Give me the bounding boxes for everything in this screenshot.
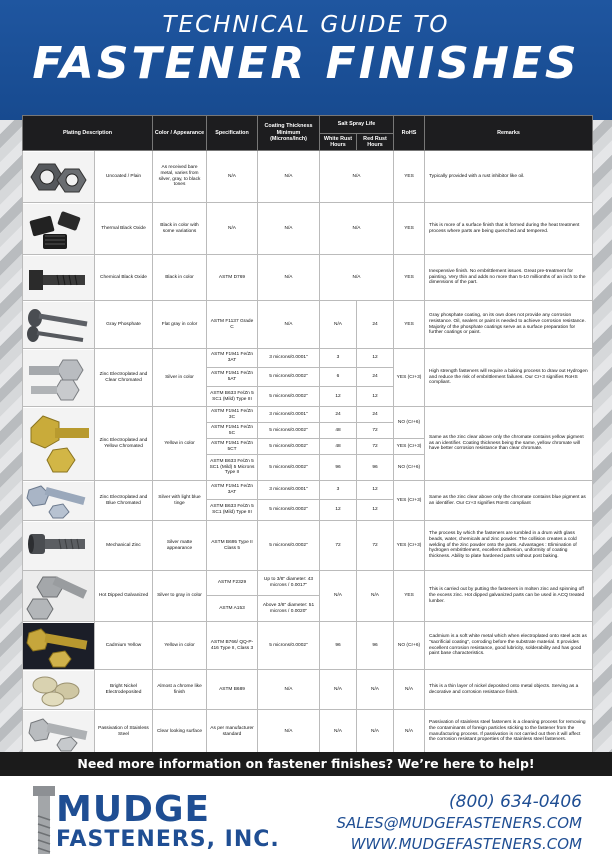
red-rust: 24 [357,407,394,423]
website-link[interactable]: WWW.MUDGEFASTENERS.COM [350,835,582,853]
specification: ASTM F1137 Grade C [207,301,258,349]
white-rust: 12 [320,387,357,407]
col-red-rust: Red Rust Hours [357,134,394,151]
remarks: Inexpensive finish. No embrittlement issues. Great pre-treatment for painting. Very thin and adds no more than 5-10 millionths of an inch to the dimensions of the part. [425,255,593,301]
rohs: YES (Cr+3) [394,481,425,521]
specification: ASTM D769 [207,255,258,301]
coating-thickness: 3 microns/0.0001" [258,349,320,368]
white-rust: 3 [320,481,357,500]
coating-thickness: N/A [258,203,320,255]
remarks: Same as the zinc clear above only the chromate contains yellow pigment as an identifier. Coating thickness being the same, yellow chromate will have better corrosion resistance than clear chromate. [425,407,593,481]
finish-photo [23,255,95,301]
salt-spray: N/A [320,255,394,301]
white-rust: 48 [320,439,357,455]
specification: ASTM F1941 Fe/Zn 5AT [207,368,258,387]
table-row [23,670,593,710]
table-row [23,301,593,349]
plating-name: Uncoated / Plain [95,151,153,203]
finish-photo [23,521,95,571]
specification: ASTM F1941 Fe/Zn 5CT [207,439,258,455]
specification: ASTM B633 Fe/Zn 5 SC1 (Mild) Type III [207,500,258,521]
rohs: YES [394,151,425,203]
galvanized-bolt-image [23,571,94,621]
coating-thickness: 5 microns/0.0002" [258,622,320,670]
header [0,0,612,120]
plating-name: Gray Phosphate [95,301,153,349]
remarks: The process by which the fasteners are tumbled in a drum with glass beads, water, chemicals and zinc powder. The collision creates a cold welding of the zinc powder onto the parts. Advantages : Elimination of hydrogen embrittlement, excellent adhesion, uniformity of coating thickness. Ability to plate hardened parts without post baking. [425,521,593,571]
finish-photo [23,622,95,670]
gray-screw-image [23,302,94,348]
background-bolts-left [0,120,22,752]
title-line2: FASTENER FINISHES [32,38,580,89]
table-row [23,203,593,255]
white-rust: 72 [320,521,357,571]
col-color: Color / Appearance [153,116,207,151]
rohs: NO (Cr+6) [394,407,425,439]
rohs: YES [394,255,425,301]
specification: ASTM B689 [207,670,258,710]
table-row [23,481,593,500]
specification: ASTM F2329 [207,571,258,596]
specification: As per manufacturer standard [207,710,258,754]
col-rohs: RoHS [394,116,425,151]
red-rust: 96 [357,455,394,481]
finish-photo [23,710,95,754]
table-row [23,407,593,423]
specification: N/A [207,203,258,255]
red-rust: 12 [357,481,394,500]
finish-photo [23,203,95,255]
col-thickness: Coating Thickness Minimum (Microns/Inch) [258,116,320,151]
rohs: N/A [394,710,425,754]
appearance: Silver in color [153,349,207,407]
remarks: Gray phosphate coating, on its own does not provide any corrosion resistance. Oil, sealers or paint is needed to achieve corrosion resistance. Majority of the phosphate coatings serve as a surface preparation for further coatings or paint. [425,301,593,349]
remarks: Passivation of stainless steel fasteners is a cleaning process for removing the contaminants of foreign particles sticking to the fastener from the manufacturing process. If passivation is not carried out then it will affect the corrosion resistant properties of the stainless steel fasteners. [425,710,593,754]
rohs: YES [394,203,425,255]
hex-nut-image [23,152,94,202]
col-white-rust: White Rust Hours [320,134,357,151]
white-rust: 6 [320,368,357,387]
plating-name: Zinc Electroplated and Clear Chromated [95,349,153,407]
title-line1: TECHNICAL GUIDE TO [162,12,450,38]
red-rust: 72 [357,521,394,571]
coating-thickness: 5 microns/0.0002" [258,423,320,439]
appearance: Silver with light blue tinge [153,481,207,521]
nickel-cap-nut-image [23,671,94,709]
red-rust: 72 [357,439,394,455]
appearance: Black in color [153,255,207,301]
finish-photo [23,301,95,349]
finish-photo [23,151,95,203]
company-logo-name: MUDGE [56,789,211,830]
salt-spray: N/A [320,151,394,203]
remarks: Same as the zinc clear above only the chromate contains blue pigment as an identifier. Our Cr+3 signifies RoHS compliant [425,481,593,521]
specification: ASTM F1941 Fe/Zn 3AT [207,481,258,500]
col-salt-spray: Salt Spray Life [320,116,394,134]
finish-photo [23,349,95,407]
cadmium-bolt-image [23,623,94,669]
coating-thickness: N/A [258,670,320,710]
rohs: N/A [394,670,425,710]
email-link[interactable]: SALES@MUDGEFASTENERS.COM [336,814,582,832]
finish-photo [23,670,95,710]
appearance: Clear looking surface [153,710,207,754]
specification: ASTM F1941 Fe/Zn 3AT [207,349,258,368]
white-rust: N/A [320,710,357,754]
coating-thickness: N/A [258,301,320,349]
finish-photo [23,571,95,622]
help-banner: Need more information on fastener finishes? We’re here to help! [0,752,612,776]
col-spec: Specification [207,116,258,151]
specification: ASTM B766/ QQ-P-416 Type II, Class 3 [207,622,258,670]
black-bolt-image [23,256,94,300]
finish-photo [23,407,95,481]
red-rust: 12 [357,500,394,521]
white-rust: 96 [320,622,357,670]
footer [0,776,612,864]
appearance: Yellow in color [153,407,207,481]
rohs: YES [394,301,425,349]
socket-cap-screw-image [23,522,94,570]
zinc-clear-bolt-image [23,350,94,406]
white-rust: N/A [320,571,357,622]
white-rust: 24 [320,407,357,423]
white-rust: 3 [320,349,357,368]
specification: ASTM F1941 Fe/Zn 5C [207,423,258,439]
plating-name: Bright Nickel Electrodeposited [95,670,153,710]
white-rust: N/A [320,301,357,349]
plating-name: Hot Dipped Galvanized [95,571,153,622]
bolt-logo-icon [33,786,55,856]
specification: ASTM B633 Fe/Zn 5 SC1 (Mild) 5 Microns Type II [207,455,258,481]
finish-photo [23,481,95,521]
remarks: This is a thin layer of nickel deposited onto metal objects. Serving as a decorative and corrosion resistance finish. [425,670,593,710]
stainless-bolt-image [23,711,94,753]
finishes-table-container [22,115,592,752]
appearance: Silver to gray in color [153,571,207,622]
appearance: As received bare metal, varies from silver, gray, to black tones [153,151,207,203]
remarks: High strength fasteners will require a baking process to draw out Hydrogen and reduce the risk of embrittlement failures. Our Cr+3 signifies RoHS compliant. [425,349,593,407]
plating-name: Passivation of Stainless Steel [95,710,153,754]
remarks: This is more of a surface finish that is formed during the heat treatment process where parts are being quenched and tempered. [425,203,593,255]
coating-thickness: N/A [258,255,320,301]
appearance: Flat gray in color [153,301,207,349]
table-row [23,710,593,754]
coating-thickness: Above 3/8" diameter: 51 microns / 0.0020" [258,596,320,622]
coating-thickness: 5 microns/0.0002" [258,455,320,481]
red-rust: N/A [357,571,394,622]
zinc-blue-bolt-image [23,482,94,520]
company-logo-suffix: FASTENERS, INC. [56,827,280,852]
col-plating: Plating Description [23,116,153,151]
coating-thickness: 5 microns/0.0002" [258,500,320,521]
red-rust: 24 [357,368,394,387]
set-screw-image [23,204,94,254]
plating-name: Cadmium Yellow [95,622,153,670]
coating-thickness: N/A [258,151,320,203]
table-row [23,622,593,670]
coating-thickness: N/A [258,710,320,754]
table-row [23,571,593,596]
salt-spray: N/A [320,203,394,255]
rohs: YES (Cr+3) [394,439,425,455]
rohs: NO (Cr+6) [394,622,425,670]
white-rust: 96 [320,455,357,481]
appearance: Silver matte appearance [153,521,207,571]
rohs: NO (Cr+6) [394,455,425,481]
coating-thickness: 5 microns/0.0002" [258,387,320,407]
finishes-table [22,115,593,754]
rohs: YES [394,571,425,622]
plating-name: Chemical Black Oxide [95,255,153,301]
plating-name: Mechanical Zinc [95,521,153,571]
rohs: YES (Cr+3) [394,521,425,571]
red-rust: 12 [357,387,394,407]
table-row [23,521,593,571]
coating-thickness: 5 microns/0.0002" [258,521,320,571]
remarks: This is carried out by putting the fasteners in molten zinc and spinning off the excess zinc. Hot dipped galvanized parts can be used in ACQ treated lumber. [425,571,593,622]
coating-thickness: 5 microns/0.0002" [258,368,320,387]
remarks: Typically provided with a rust inhibitor like oil. [425,151,593,203]
plating-name: Zinc Electroplated and Blue Chromated [95,481,153,521]
table-row [23,151,593,203]
white-rust: 48 [320,423,357,439]
specification: ASTM B633 Fe/Zn 5 SC1 (Mild) Type III [207,387,258,407]
specification: ASTM A153 [207,596,258,622]
col-remarks: Remarks [425,116,593,151]
table-row [23,349,593,368]
plating-name: Zinc Electroplated and Yellow Chromated [95,407,153,481]
background-bolts-right [590,120,612,752]
appearance: Almost a chrome like finish [153,670,207,710]
specification: ASTM B695 Type II Class 5 [207,521,258,571]
rohs: YES (Cr+3) [394,349,425,407]
red-rust: 24 [357,301,394,349]
red-rust: 12 [357,349,394,368]
specification: ASTM F1941 Fe/Zn 3C [207,407,258,423]
specification: N/A [207,151,258,203]
coating-thickness: 3 microns/0.0001" [258,481,320,500]
remarks: Cadmium is a soft white metal which when electroplated onto steel acts as "sacrificial coating", corroding before the substrate material. It provides excellent corrosion resistance, good lubricity, solderability and has good paint base characteristics. [425,622,593,670]
appearance: Black in color with some variations [153,203,207,255]
plating-name: Thermal Black Oxide [95,203,153,255]
red-rust: N/A [357,670,394,710]
phone-number[interactable]: (800) 634-0406 [449,792,582,812]
coating-thickness: 3 microns/0.0001" [258,407,320,423]
red-rust: N/A [357,710,394,754]
white-rust: 12 [320,500,357,521]
coating-thickness: Up to 3/8" diameter: 43 microns / 0.0017" [258,571,320,596]
table-row [23,255,593,301]
red-rust: 96 [357,622,394,670]
red-rust: 72 [357,423,394,439]
zinc-yellow-bolt-image [23,408,94,480]
appearance: Yellow in color [153,622,207,670]
coating-thickness: 5 microns/0.0002" [258,439,320,455]
white-rust: N/A [320,670,357,710]
